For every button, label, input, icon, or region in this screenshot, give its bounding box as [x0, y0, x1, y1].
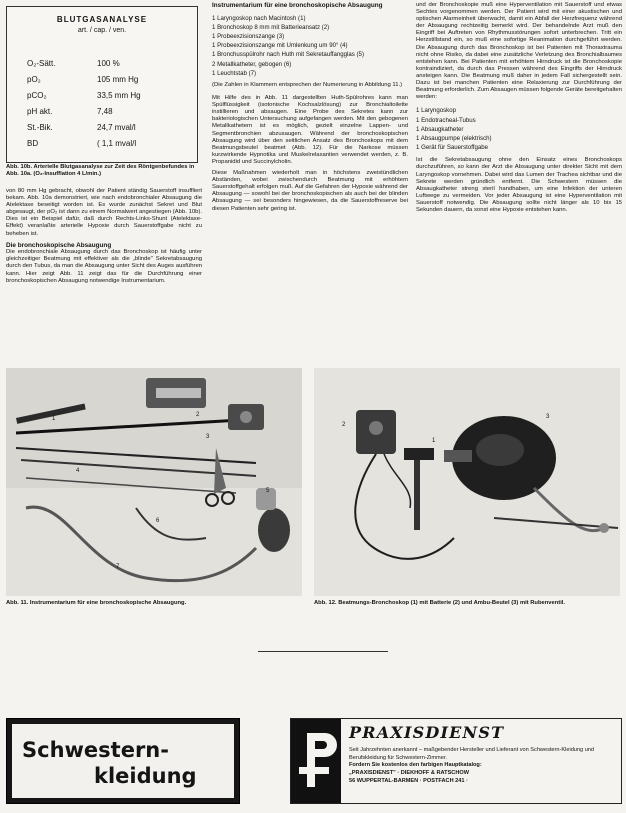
list-item: 1 Laryngoskop — [416, 107, 456, 115]
list-item: 1 Probeexzisionszange (3) — [212, 33, 285, 40]
ventilation-bronchoscope-illustration — [314, 368, 620, 596]
figure-label: 6 — [156, 518, 160, 524]
instrument-note: (Die Zahlen in Klammern entsprechen der Numerierung in Abbildung 11.) — [212, 82, 403, 89]
right-para-2: Ist die Sekretabsaugung ohne den Einsatz eines Bronchoskops durchzuführen, so kann der Arzt die Absaugung unter direkter Sicht mit dem Laryngoskop vornehmen. Dabei wird das Lumen der Trachea sichtbar und die Sekrete werden gründlich entfernt. Die Schwestern müssen die Absaugkatheter streng steril handhaben, um eine Infektion der unteren Luftwege zu vermeiden. Vor jeder Absaugung ist eine Hyperventilation mit Sauerstoff notwendig. Die Absaugung sollte nicht länger als 10 bis 15 Sekunden dauern, da sonst eine Hypoxie entstehen kann. — [416, 157, 622, 213]
section-heading-absaugung: Die bronchoskopische Absaugung — [6, 241, 112, 249]
figure-label: 2 — [196, 412, 200, 418]
caption-fig-12: Abb. 12. Beatmungs-Bronchoskop (1) mit Batterie (2) und Ambu-Beutel (3) mit Rubenventil. — [314, 600, 566, 606]
divider — [258, 651, 388, 652]
figure-label: 3 — [546, 414, 550, 420]
list-item: 1 Absaugpumpe (elektrisch) — [416, 134, 492, 142]
left-column — [6, 188, 202, 350]
ad-line: Seit Jahrzehnten anerkannt – maßgebender Hersteller und Lieferant von Schwestern-Kleidung und Berufskleidung für Schwestern-Zimmer. — [349, 747, 595, 761]
figure-label: 4 — [76, 468, 80, 474]
list-item: 1 Laryngoskop nach Macintosh (1) — [212, 14, 306, 22]
praxisdienst-logo-icon — [291, 719, 341, 803]
list-item: 2 Metallkatheter, gebogen (6) — [212, 60, 292, 68]
caption-fig-10b: Abb. 10b. Arterielle Blutgasanalyse zur Zeit des Röntgenbefundes in Abb. 10a. (O₂-Insufflation 4 L/min.) — [6, 164, 195, 177]
mid-para-1: Mit Hilfe des in Abb. 11 dargestellten Huth-Spülrohres kann man Spülflüssigkeit (isotonische Kochsalzlösung) zur Bronchialtoilette instillieren und absaugen. Eine Probe des Sekretes kann zur bakteriologischen Untersuchung aufgefangen werden. Mit den gebogenen Metallkathetern ist es möglich, gezielt einzelne Lappen- und Segmentbronchien abzusaugen. Während der bronchoskopischen Absaugung wird über den seitlichen Ansatz des Bronchoskops mit dem Beatmungsbeutel beatmet (Abb. 12). Für die Narkose müssen kurzwirkende Hypnotika und Muskelrelaxantien verwendet werden, z. B. Propanidid und Succinylcholin. — [212, 95, 408, 165]
praxisdienst-text — [349, 747, 615, 786]
list-item: 1 Absaugkatheter — [416, 125, 464, 133]
bga-title: BLUTGASANALYSE — [56, 15, 148, 24]
equipment-list — [416, 106, 622, 152]
left-para-1: von 80 mm Hg gebracht, obwohl der Patient ständig Sauerstoff insuffliert bekam. Abb. 10a demonstriert, wie nach endobronchialer Absaugung die Atelektase beseitigt worden ist. Es wurde zunächst Sekret und Blut abgesaugt, der pO₂ ist dann zu einem Normalwert angestiegen (Abb. 10b). Dies ist ein Beispiel dafür, daß durch Rechts-Links-Shunt (Atelektase-Effekt) veranlaßte arterielle Hypoxie durch Sauerstoffgabe nicht zu beheben ist. — [6, 188, 202, 237]
left-para-2: Die endobronchiale Absaugung durch das Bronchoskop ist häufig unter gleichzeitiger Beatmung mit effektiver als die „blinde" Sekretabsaugung durch den Tubus, da man die Absaugung unter Sicht des Auges ausführen kann. Hier zeigt Abb. 11 zeigt das für die Durchführung einer bronchoskopischen Absaugung notwendige Instrumentarium. — [6, 249, 202, 284]
list-item: 1 Bronchoskop 8 mm mit Batterieansatz (2) — [212, 23, 330, 31]
list-item: 1 Endotracheal-Tubus — [416, 116, 476, 124]
bronchoscopy-instruments-illustration — [6, 368, 302, 596]
praxisdienst-title: PRAXISDIENST — [349, 723, 505, 742]
list-item: 1 Probeexzisionszange mit Umlenkung um 90° (4) — [212, 42, 348, 50]
ad-left-title-line1: Schwestern- — [22, 738, 169, 762]
middle-column — [212, 2, 408, 352]
list-item: 1 Bronchusspülrohr nach Huth mit Sekretauffangglas (5) — [212, 51, 364, 59]
figure-label: 2 — [342, 422, 346, 428]
caption-fig-11: Abb. 11. Instrumentarium für eine bronchoskopische Absaugung. — [6, 600, 187, 606]
figure-label: 3 — [206, 434, 210, 440]
bga-subtitle: art. / cap. / ven. — [77, 27, 127, 34]
list-item: 1 Leuchtstab (7) — [212, 69, 257, 77]
figure-11-photo — [6, 368, 302, 596]
ad-line: „PRAXISDIENST" · DIEKHOFF & RATSCHOW — [349, 770, 470, 777]
right-column — [416, 2, 622, 352]
list-item: 1 Gerät für Sauerstoffgabe — [416, 144, 489, 152]
figure-label: 7 — [116, 564, 120, 570]
figure-label: 1 — [432, 438, 436, 444]
mid-para-2: Diese Maßnahmen wiederholt man in höchstens zweistündlichen Abständen, wobei zwischendurch Beatmung mit erhöhtem Sauerstoffgehalt erfolgen muß. Auf die Gefahren der Hypoxie während der Absaugung — sowohl bei der bronchoskopischen als auch bei der blinden Absaugung — sei besonders hingewiesen, da die Sauerstoffreserve bei diesen Patienten sehr gering ist. — [212, 170, 408, 212]
ad-line: 56 WUPPERTAL-BARMEN · POSTFACH 241 · — [349, 777, 468, 784]
ad-schwesternkleidung — [6, 718, 240, 804]
right-para-1: und der Bronchoskopie muß eine Hyperventilation mit Sauerstoff und etwas Sechtes vorgenommen werden. Der Patient wird mit einer akustischen und optischen Alarmeinheit überwacht, damit ein Abfall der Herzfrequenz während der Absaugung rechtzeitig bemerkt wird. Der behandelnde Arzt muß den Eingriff bei Auftreten von Rhythmusstörungen sofort unterbrechen. Tritt ein Herzstillstand ein, so muß eine sofortige Reanimation durchgeführt werden. Die Absaugung durch das Bronchoskop ist bei Patienten mit Thoraxtrauma nicht ohne Risiko, da dabei eine zusätzliche Verletzung des Bronchialbaumes entstehen kann. Bei Patienten mit erhöhtem Hirndruck ist die Bronchoskopie kontraindiziert, da durch das Pressen während des Eingriffs der Hirndruck ansteigen kann. Die Beatmung muß daher in jedem Fall sichergestellt sein. Dazu ist bei manchen Patienten eine Relaxierung zur Durchführung der Beatmung erforderlich. Zum Absaugen müssen folgende Geräte bereitgehalten werden: — [416, 2, 622, 101]
praxisdienst-logo — [291, 719, 341, 803]
ad-line: Fordern Sie kostenlos den farbigen Hauptkatalog: — [349, 762, 482, 769]
ad-left-panel — [12, 724, 234, 798]
ad-praxisdienst — [290, 718, 622, 804]
figure-12-photo — [314, 368, 620, 596]
instrument-list — [212, 14, 408, 78]
figure-label: 5 — [266, 488, 270, 494]
instrument-heading: Instrumentarium für eine bronchoskopische Absaugung — [212, 2, 383, 9]
ad-left-title-line2: kleidung — [94, 764, 197, 788]
blood-gas-analysis-box: BLUTGASANALYSE art. / cap. / ven. O₂-Sätt. 100 % pO₂ 105 mm Hg pCO₂ 33,5 mm Hg pH akt. 7,48 St.-Bik. 24,7 mval/l BD ( 1,1 mval/l — [6, 6, 198, 163]
figure-label: 1 — [52, 416, 56, 422]
